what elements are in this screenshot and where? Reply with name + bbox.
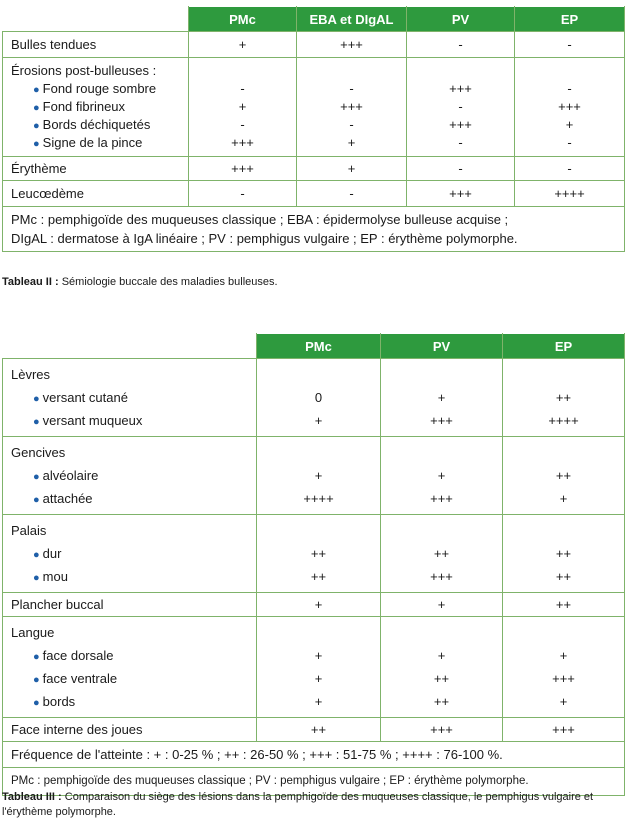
header-pmc: PMc [257,334,381,359]
cell-value: - [515,157,625,181]
group-label: Lèvres [11,367,51,382]
bullet-icon: ● [33,138,40,150]
cell-value: + [565,117,574,132]
cell-value: - [240,81,245,96]
table-note-row [3,742,625,768]
bullet-icon: ● [33,471,40,483]
cell-value: 0 [314,390,323,405]
bullet-icon: ● [33,572,40,584]
header-pv: PV [381,334,503,359]
sub-label: mou [42,569,68,584]
cell-value: - [567,81,572,96]
cell-value: ++ [310,546,327,561]
bullet-icon: ● [33,120,40,132]
cell-value: + [381,593,503,617]
cell-value: +++ [340,99,363,114]
bullet-icon: ● [33,674,40,686]
cell-value: + [314,694,323,709]
cell-value: + [559,694,568,709]
cell-value: + [297,157,407,181]
cell-value: +++ [231,135,254,150]
cell-value: - [407,32,515,58]
table-row [3,593,625,617]
cell-value: +++ [558,99,581,114]
cell-value: + [559,491,568,506]
cell-value: - [567,135,572,150]
cell-value: + [437,648,446,663]
sub-label: face ventrale [42,671,118,686]
sub-label: attachée [42,491,93,506]
bullet-icon: ● [33,651,40,663]
header-ep: EP [503,334,625,359]
table-header-row [3,334,625,359]
cell-value: +++ [449,81,472,96]
table-row [3,437,625,515]
sub-label: Fond fibrineux [42,99,126,114]
sub-label: versant cutané [42,390,128,405]
table-caption: Tableau III : Comparaison du siège des lésions dans la pemphigoïde des muqueuses classique, le pemphigus vulgaire et l'érythème polymorphe. [2,791,594,818]
table-row [3,157,625,181]
bullet-icon: ● [33,102,40,114]
cell-value: +++ [430,569,453,584]
group-label: Palais [11,523,47,538]
cell-value: + [347,135,356,150]
row-label: Érythème [3,157,189,181]
cell-value: ++ [433,694,450,709]
cell-value: + [314,468,323,483]
cell-value: + [437,468,446,483]
bullet-icon: ● [33,697,40,709]
table-comparaison [2,333,625,796]
cell-value: +++ [381,718,503,742]
header-eba: EBA et DIgAL [297,7,407,32]
sub-label: Signe de la pince [42,135,143,150]
cell-value: ++ [503,593,625,617]
cell-value: - [458,135,463,150]
sub-label: face dorsale [42,648,114,663]
table-row [3,617,625,718]
cell-value: + [314,648,323,663]
cell-value: ++ [257,718,381,742]
cell-value: +++ [189,157,297,181]
bullet-icon: ● [33,549,40,561]
cell-value: +++ [552,671,575,686]
group-label: Gencives [11,445,66,460]
bullet-icon: ● [33,393,40,405]
bullet-icon: ● [33,416,40,428]
cell-value: - [407,157,515,181]
cell-value: +++ [449,117,472,132]
cell-value: + [238,99,247,114]
table-note-row [3,207,625,252]
cell-value: - [297,181,407,207]
cell-value: + [257,593,381,617]
sub-label: versant muqueux [42,413,143,428]
cell-value: ++ [433,671,450,686]
cell-value: - [515,32,625,58]
abbreviations-note: DIgAL : dermatose à IgA linéaire ; PV : pemphigus vulgaire ; EP : érythème polymorphe. [11,231,518,246]
sub-label: alvéolaire [42,468,99,483]
group-label: Langue [11,625,55,640]
cell-value: +++ [430,413,453,428]
row-label: Bulles tendues [3,32,189,58]
table-semiologie [2,6,625,252]
cell-value: ++++ [515,181,625,207]
cell-value: - [240,117,245,132]
cell-value: ++ [555,569,572,584]
table-row [3,718,625,742]
table-row [3,359,625,437]
cell-value: + [437,390,446,405]
bullet-icon: ● [33,494,40,506]
cell-value: ++ [310,569,327,584]
row-label: Leucœdème [3,181,189,207]
abbreviations-note: PMc : pemphigoïde des muqueuses classique ; PV : pemphigus vulgaire ; EP : érythème polymorphe. [3,768,625,796]
sub-label: bords [42,694,76,709]
header-ep: EP [515,7,625,32]
row-label: Plancher buccal [3,593,257,617]
cell-value: - [349,81,354,96]
table-row [3,181,625,207]
cell-value: + [314,413,323,428]
cell-value: ++ [433,546,450,561]
table-row [3,58,625,157]
cell-value: + [189,32,297,58]
cell-value: +++ [297,32,407,58]
cell-value: ++++ [548,413,579,428]
table-header-row [3,7,625,32]
header-pv: PV [407,7,515,32]
row-label: Face interne des joues [3,718,257,742]
header-pmc: PMc [189,7,297,32]
frequency-legend: Fréquence de l'atteinte : + : 0-25 % ; ++ : 26-50 % ; +++ : 51-75 % ; ++++ : 76-100 %. [3,742,625,768]
cell-value: ++ [555,390,572,405]
abbreviations-note: PMc : pemphigoïde des muqueuses classique ; EBA : épidermolyse bulleuse acquise ; [11,212,509,227]
cell-value: - [458,99,463,114]
sub-label: dur [42,546,62,561]
table-row [3,32,625,58]
cell-value: ++ [555,468,572,483]
sub-label: Bords déchiquetés [42,117,151,132]
sub-label: Fond rouge sombre [42,81,157,96]
table-row [3,515,625,593]
table-caption: Tableau II : Sémiologie buccale des maladies bulleuses. [2,276,278,288]
cell-value: + [559,648,568,663]
bullet-icon: ● [33,84,40,96]
cell-value: +++ [407,181,515,207]
cell-value: ++ [555,546,572,561]
cell-value: - [349,117,354,132]
row-label: Érosions post-bulleuses : [11,63,157,78]
cell-value: ++++ [303,491,334,506]
cell-value: +++ [430,491,453,506]
cell-value: + [314,671,323,686]
cell-value: - [189,181,297,207]
cell-value: +++ [503,718,625,742]
